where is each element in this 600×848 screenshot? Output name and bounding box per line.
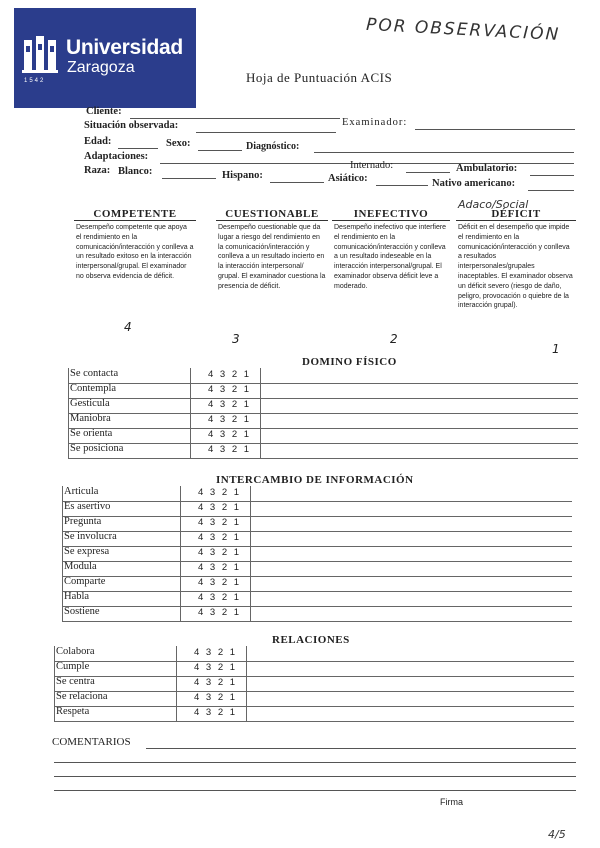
score-options[interactable]: 4 3 2 1 <box>194 662 238 673</box>
field-nativo[interactable] <box>528 190 574 191</box>
label-ambulatorio: Ambulatorio: <box>456 163 518 174</box>
label-edad: Edad: <box>84 136 112 147</box>
table-row[interactable] <box>62 546 572 560</box>
field-internado[interactable] <box>406 172 450 173</box>
scale-number: 1 <box>552 342 560 356</box>
item-label: Habla <box>64 591 90 602</box>
score-options[interactable]: 4 3 2 1 <box>198 562 242 573</box>
field-diagnostico[interactable] <box>314 152 574 153</box>
field-sexo[interactable] <box>198 150 242 151</box>
scale-text: Desempeño cuestionable que da lugar a riesgo del rendimiento en la comunicación/interacción y conlleva a un resultado incierto en la interacción interpersonal/ grupal. El examinador cuestiona la presencia de déficit. <box>218 224 326 290</box>
score-options[interactable]: 4 3 2 1 <box>198 547 242 558</box>
item-label: Colabora <box>56 646 95 657</box>
logo-city: Zaragoza <box>67 59 135 76</box>
scale-head: DÉFICIT <box>456 208 576 221</box>
handwritten-note-top: POR OBSERVACIÓN <box>365 14 561 46</box>
field-edad[interactable] <box>118 148 158 149</box>
row-divider <box>68 458 578 459</box>
field-ambulatorio[interactable] <box>530 175 574 176</box>
item-label: Articula <box>64 486 99 497</box>
scale-number: 4 <box>124 320 132 334</box>
item-label: Es asertivo <box>64 501 111 512</box>
label-diagnostico: Diagnóstico: <box>246 141 300 152</box>
table-relaciones <box>54 646 574 724</box>
table-row[interactable] <box>68 413 578 427</box>
rating-scale <box>68 208 578 356</box>
logo-title: Universidad <box>66 36 183 59</box>
item-label: Se posiciona <box>70 443 124 454</box>
column-divider <box>246 646 247 721</box>
score-options[interactable]: 4 3 2 1 <box>194 707 238 718</box>
item-label: Se centra <box>56 676 95 687</box>
row-divider <box>62 621 572 622</box>
table-row[interactable] <box>62 501 572 515</box>
table-intercambio-informacion <box>62 486 572 622</box>
table-row[interactable] <box>62 606 572 620</box>
label-examinador: Examinador: <box>342 117 408 128</box>
table-row[interactable] <box>68 398 578 412</box>
table-row[interactable] <box>54 661 574 675</box>
column-divider <box>190 368 191 458</box>
section-title-intercambio: INTERCAMBIO DE INFORMACIÓN <box>216 474 414 486</box>
score-options[interactable]: 4 3 2 1 <box>198 517 242 528</box>
university-logo <box>14 8 196 108</box>
column-divider <box>180 486 181 621</box>
column-divider <box>62 486 63 621</box>
item-label: Contempla <box>70 383 117 394</box>
score-options[interactable]: 4 3 2 1 <box>198 607 242 618</box>
scale-number: 3 <box>232 332 240 346</box>
item-label: Gesticula <box>70 398 110 409</box>
score-options[interactable]: 4 3 2 1 <box>194 647 238 658</box>
item-label: Respeta <box>56 706 90 717</box>
scale-cuestionable <box>216 208 328 346</box>
column-divider <box>250 486 251 621</box>
table-dominio-fisico <box>68 368 578 460</box>
item-label: Maniobra <box>70 413 111 424</box>
score-options[interactable]: 4 3 2 1 <box>198 577 242 588</box>
scale-text: Déficit en el desempeño que impide el rendimiento en la comunicación/interacción y conlleva a resultados interpersonales/grupales inaceptables. El examinador observa un déficit severo (riesgo de daño, peligro, provocación o quiebre de la interacción grupal). <box>458 224 573 310</box>
table-row[interactable] <box>62 516 572 530</box>
item-label: Se orienta <box>70 428 113 439</box>
table-row[interactable] <box>62 561 572 575</box>
score-options[interactable]: 4 3 2 1 <box>198 592 242 603</box>
table-row[interactable] <box>62 486 572 500</box>
scale-competente <box>74 208 196 334</box>
item-label: Comparte <box>64 576 106 587</box>
scale-text: Desempeño inefectivo que interfiere el rendimiento en la comunicación/interacción y conlleva a un resultado indeseable en la interacción interpersonal/grupal. El examinador observa déficit leve a moderado. <box>334 224 447 290</box>
score-options[interactable]: 4 3 2 1 <box>208 399 252 410</box>
item-label: Se involucra <box>64 531 117 542</box>
table-row[interactable] <box>54 706 574 720</box>
field-hispano[interactable] <box>270 182 324 183</box>
column-divider <box>54 646 55 721</box>
scale-inefectivo <box>332 208 450 346</box>
label-cliente: Cliente: <box>86 106 122 117</box>
scale-head: CUESTIONABLE <box>216 208 328 221</box>
column-divider <box>176 646 177 721</box>
field-asiatico[interactable] <box>376 185 428 186</box>
label-hispano: Hispano: <box>222 170 263 181</box>
score-options[interactable]: 4 3 2 1 <box>208 414 252 425</box>
score-options[interactable]: 4 3 2 1 <box>194 677 238 688</box>
label-situacion: Situación observada: <box>84 120 179 131</box>
scale-head: INEFECTIVO <box>332 208 450 221</box>
scale-deficit <box>456 208 576 356</box>
table-row[interactable] <box>68 443 578 457</box>
item-label: Se contacta <box>70 368 119 379</box>
score-options[interactable]: 4 3 2 1 <box>194 692 238 703</box>
item-label: Sostiene <box>64 606 100 617</box>
field-cliente[interactable] <box>130 118 340 119</box>
field-examinador[interactable] <box>415 129 575 130</box>
item-label: Pregunta <box>64 516 102 527</box>
row-divider <box>54 721 574 722</box>
scale-head: COMPETENTE <box>74 208 196 221</box>
scale-text: Desempeño competente que apoya el rendimiento en la comunicación/interacción y conlleva a un resultado exitoso en la interacción interpersonal/grupal. El examinador no observa evidencia de déficit. <box>76 224 194 280</box>
score-options[interactable]: 4 3 2 1 <box>208 429 252 440</box>
item-label: Modula <box>64 561 97 572</box>
score-options[interactable]: 4 3 2 1 <box>208 384 252 395</box>
item-label: Cumple <box>56 661 90 672</box>
score-options[interactable]: 4 3 2 1 <box>198 502 242 513</box>
table-row[interactable] <box>54 676 574 690</box>
label-asiatico: Asiático: <box>328 173 368 184</box>
score-options[interactable]: 4 3 2 1 <box>198 532 242 543</box>
section-title-fisico: DOMINO FÍSICO <box>302 356 397 368</box>
score-options[interactable]: 4 3 2 1 <box>198 487 242 498</box>
label-nativo: Nativo americano: <box>432 178 516 189</box>
section-title-relaciones: RELACIONES <box>272 634 350 646</box>
page-title: Hoja de Puntuación ACIS <box>246 70 393 85</box>
table-row[interactable] <box>62 531 572 545</box>
table-row[interactable] <box>68 383 578 397</box>
item-label: Se relaciona <box>56 691 108 702</box>
signature-label: Firma <box>440 797 463 807</box>
item-label: Se expresa <box>64 546 110 557</box>
label-blanco: Blanco: <box>118 166 153 177</box>
handwritten-note-mid: Adaco/Social <box>458 198 529 211</box>
scale-number: 2 <box>390 332 398 346</box>
label-sexo: Sexo: <box>166 138 191 149</box>
table-row[interactable] <box>54 691 574 705</box>
column-divider <box>68 368 69 458</box>
page-number-handwritten: 4/5 <box>548 828 566 841</box>
score-options[interactable]: 4 3 2 1 <box>208 444 252 455</box>
field-situacion[interactable] <box>196 132 336 133</box>
table-row[interactable] <box>54 646 574 660</box>
university-crest-icon <box>22 36 58 74</box>
table-row[interactable] <box>68 368 578 382</box>
table-row[interactable] <box>68 428 578 442</box>
label-internado: Internado: <box>350 160 394 171</box>
score-options[interactable]: 4 3 2 1 <box>208 369 252 380</box>
field-blanco[interactable] <box>162 178 216 179</box>
label-raza: Raza: <box>84 165 111 176</box>
table-row[interactable] <box>62 576 572 590</box>
label-adaptaciones: Adaptaciones: <box>84 151 149 162</box>
table-row[interactable] <box>62 591 572 605</box>
logo-year: 1542 <box>24 78 46 84</box>
comments-label: COMENTARIOS <box>52 736 131 748</box>
column-divider <box>260 368 261 458</box>
